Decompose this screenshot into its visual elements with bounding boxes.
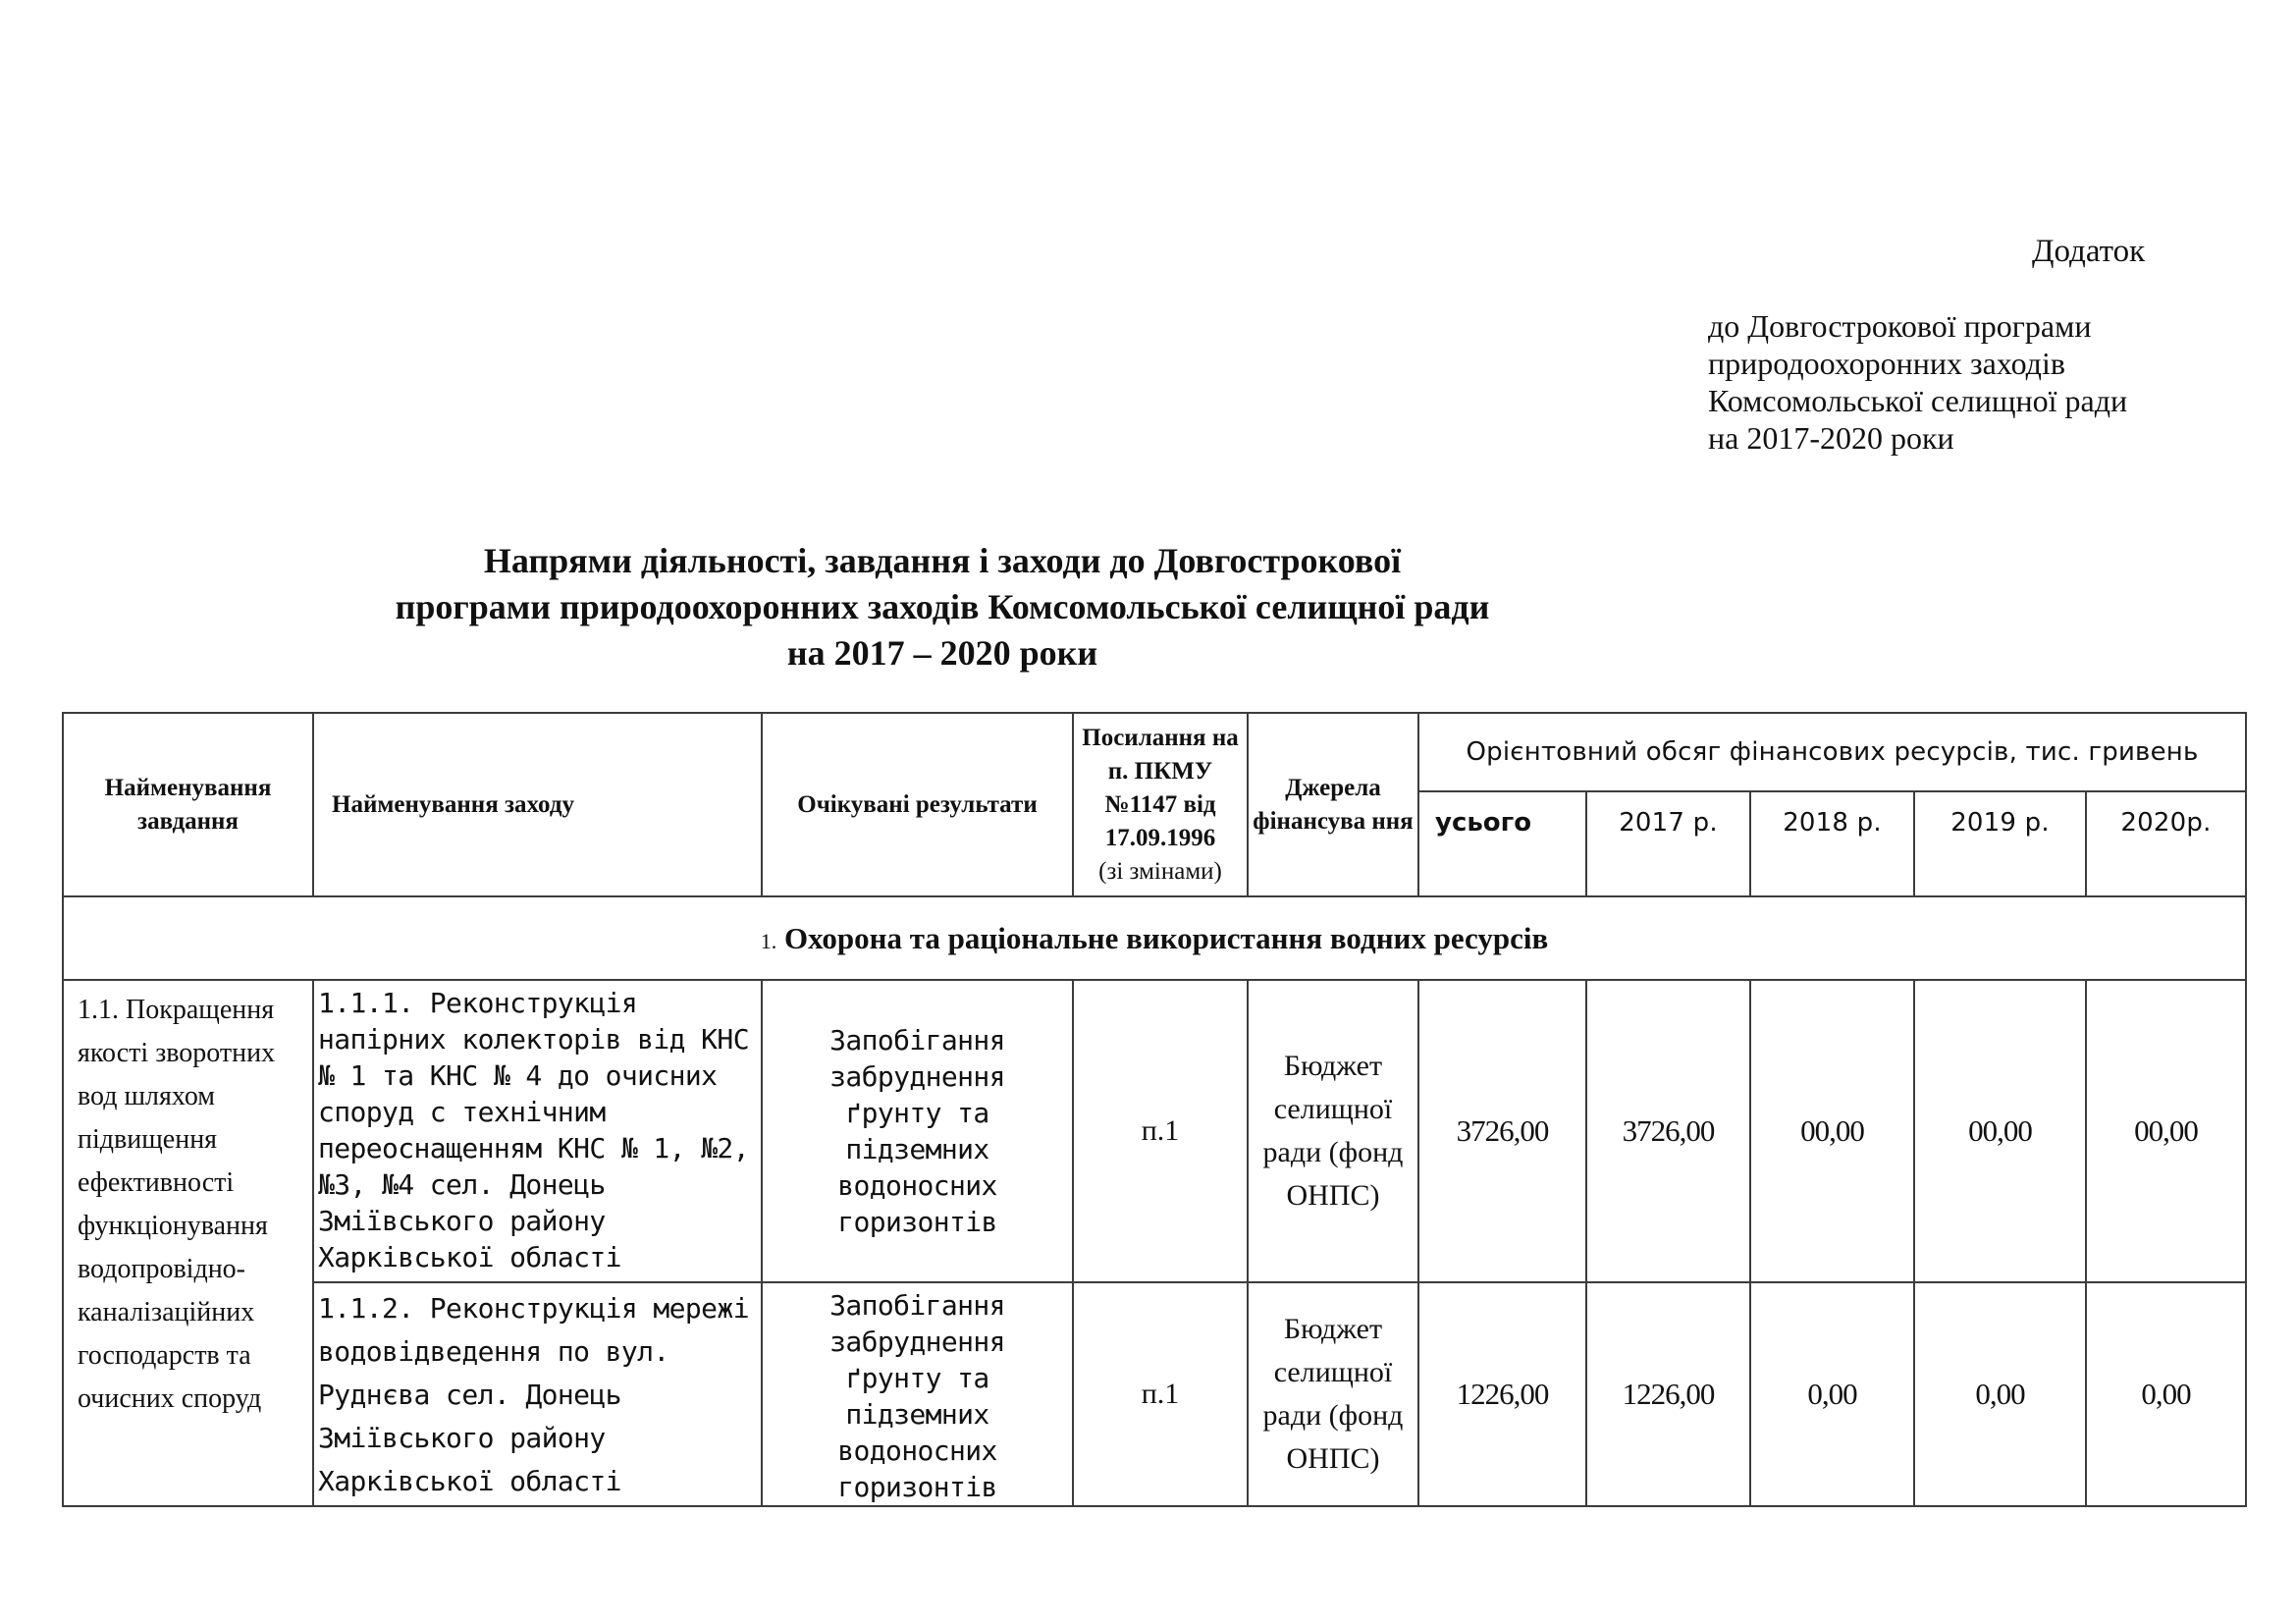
header-measure: Найменування заходу	[313, 713, 762, 896]
document-title-line: програми природоохоронних заходів Комсомольської селищної ради	[395, 587, 1490, 626]
header-year-2019: 2019 р.	[1914, 791, 2086, 896]
total-cell: 3726,00	[1418, 980, 1586, 1282]
reference-cell: п.1	[1073, 980, 1248, 1282]
task-cell: 1.1. Покращення якості зворотних вод шляхом підвищення ефективності функціонування водопровідно-каналізаційних господарств та очисних споруд	[63, 980, 313, 1506]
header-funding: Орієнтовний обсяг фінансових ресурсів, тис. гривень	[1418, 713, 2246, 791]
year-2018-cell: 0,00	[1750, 1282, 1914, 1506]
year-2018-cell: 00,00	[1750, 980, 1914, 1282]
total-cell: 1226,00	[1418, 1282, 1586, 1506]
header-year-total: усього	[1418, 791, 1586, 896]
annex-subtitle-line: на 2017-2020 роки	[1708, 420, 1954, 456]
measure-cell: 1.1.1. Реконструкція напірних колекторів від КНС № 1 та КНС № 4 до очисних споруд с технічним переоснащенням КНС № 1, №2, №3, №4 сел. Донець Зміївського району Харківської області	[313, 980, 762, 1282]
annex-subtitle-line: природоохоронних заходів	[1708, 346, 2065, 381]
annex-subtitle-line: до Довгострокової програми	[1708, 308, 2092, 344]
section-title: Охорона та раціональне використання водних ресурсів	[783, 920, 1549, 955]
annex-subtitle-line: Комсомольської селищної ради	[1708, 383, 2128, 418]
table-row	[63, 980, 2246, 1282]
year-2017-cell: 1226,00	[1586, 1282, 1750, 1506]
header-reference-text: Посилання на п. ПКМУ №1147 від 17.09.1996	[1082, 724, 1239, 851]
results-cell	[762, 1282, 1073, 1506]
document-title-line: Напрями діяльності, завдання і заходи до Довгострокової	[483, 541, 1402, 580]
measures-table	[62, 712, 2247, 1507]
section-number: 1.	[760, 928, 777, 953]
annex-subtitle	[1708, 307, 2127, 457]
results-text: Запобігання забруднення ґрунту та підземних водоносних горизонтів	[829, 1024, 1005, 1238]
results-cell	[762, 980, 1073, 1282]
header-task: Найменування завдання	[63, 713, 313, 896]
measure-cell: 1.1.2. Реконструкція мережі водовідведення по вул. Руднєва сел. Донець Зміївського району Харківської області	[313, 1282, 762, 1506]
source-cell: Бюджет селищної ради (фонд ОНПС)	[1248, 980, 1418, 1282]
header-results: Очікувані результати	[762, 713, 1073, 896]
annex-title: Додаток	[2032, 234, 2146, 269]
document-title	[0, 538, 1885, 677]
year-2020-cell: 0,00	[2086, 1282, 2246, 1506]
year-2017-cell: 3726,00	[1586, 980, 1750, 1282]
reference-cell: п.1	[1073, 1282, 1248, 1506]
year-2019-cell: 0,00	[1914, 1282, 2086, 1506]
header-year-2017: 2017 р.	[1586, 791, 1750, 896]
header-reference-note: (зі змінами)	[1098, 857, 1222, 885]
header-year-2018: 2018 р.	[1750, 791, 1914, 896]
document-title-line: на 2017 – 2020 роки	[786, 633, 1098, 673]
table-row	[63, 1282, 2246, 1506]
header-year-2020: 2020р.	[2086, 791, 2246, 896]
results-text: Запобігання забруднення ґрунту та підземних водоносних горизонтів	[829, 1289, 1005, 1503]
year-2019-cell: 00,00	[1914, 980, 2086, 1282]
section-heading	[63, 896, 2246, 980]
header-reference	[1073, 713, 1248, 896]
header-source: Джерела фінансува ння	[1248, 713, 1418, 896]
year-2020-cell: 00,00	[2086, 980, 2246, 1282]
source-cell: Бюджет селищної ради (фонд ОНПС)	[1248, 1282, 1418, 1506]
